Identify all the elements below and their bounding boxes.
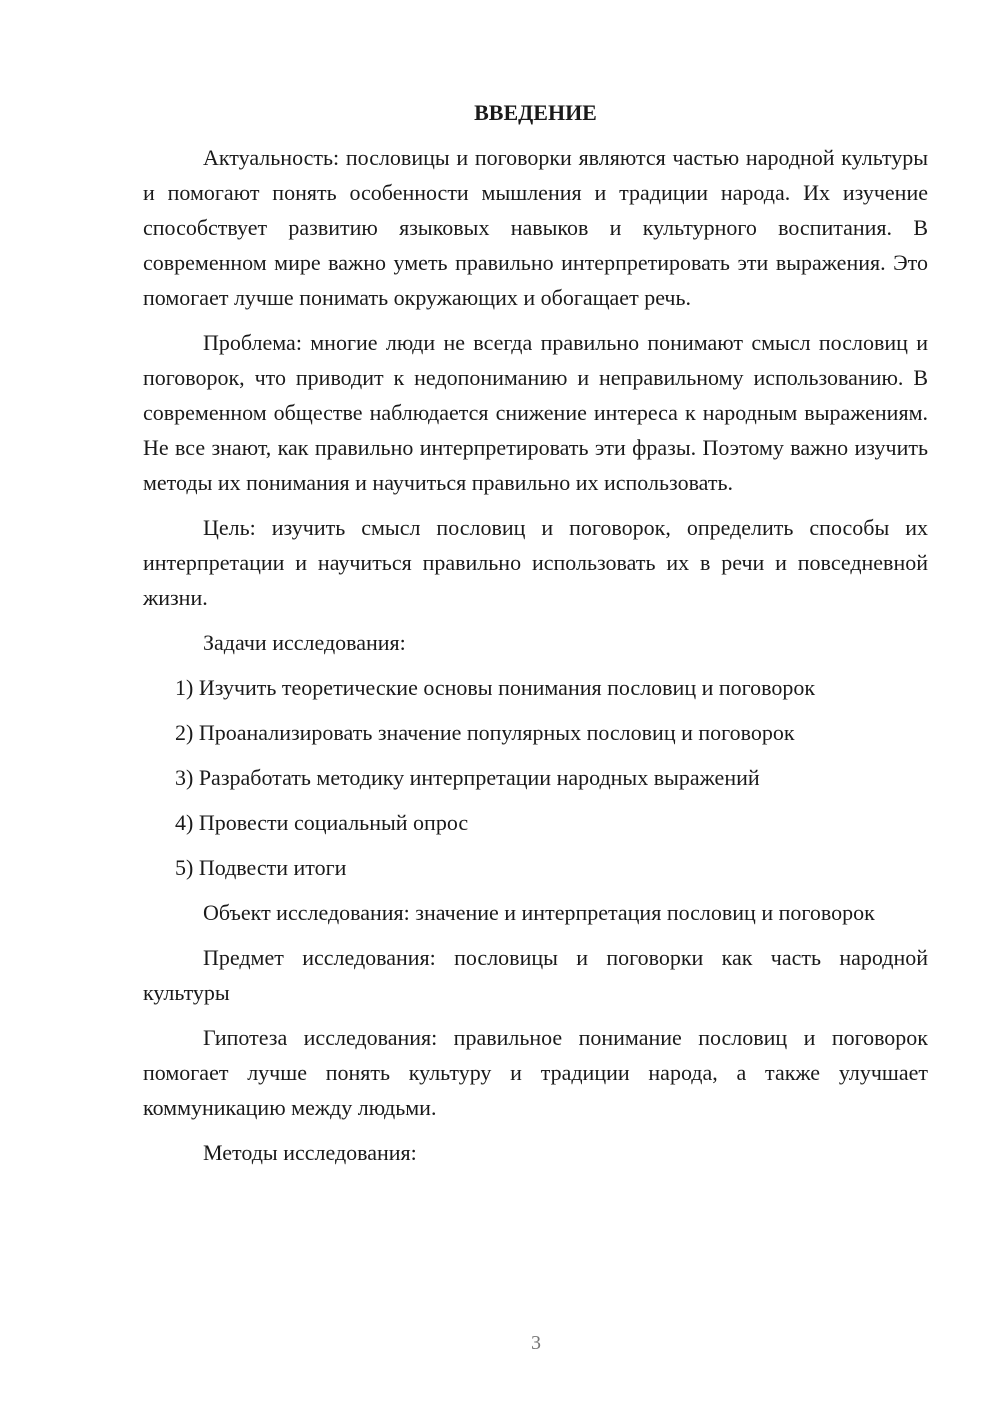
relevance-paragraph: Актуальность: пословицы и поговорки являются частью народной культуры и помогают понять особенности мышления и традиции народа. Их изучение способствует развитию языковых навыков и культурного воспитания. В современном мире важно уметь правильно интерпретировать эти выражения. Это помогает лучше понимать окружающих и обогащает речь. bbox=[143, 145, 928, 310]
subject-paragraph: Предмет исследования: пословицы и поговорки как часть народной культуры bbox=[143, 945, 928, 1005]
object-paragraph: Объект исследования: значение и интерпретация пословиц и поговорок bbox=[203, 900, 875, 925]
page-number: 3 bbox=[531, 1332, 541, 1354]
tasks-label: Задачи исследования: bbox=[203, 630, 406, 655]
page-content bbox=[143, 95, 928, 1180]
problem-paragraph: Проблема: многие люди не всегда правильно понимают смысл пословиц и поговорок, что приводит к недопониманию и неправильному использованию. В современном обществе наблюдается снижение интереса к народным выражениям. Не все знают, как правильно интерпретировать эти фразы. Поэтому важно изучить методы их понимания и научиться правильно их использовать. bbox=[143, 330, 928, 495]
hypothesis-paragraph: Гипотеза исследования: правильное понимание пословиц и поговорок помогает лучше понять культуру и традиции народа, а также улучшает коммуникацию между людьми. bbox=[143, 1025, 928, 1120]
methods-label: Методы исследования: bbox=[203, 1140, 417, 1165]
goal-paragraph: Цель: изучить смысл пословиц и поговорок, определить способы их интерпретации и научиться правильно использовать их в речи и повседневной жизни. bbox=[143, 515, 928, 610]
task-item-3: 3) Разработать методику интерпретации народных выражений bbox=[175, 765, 760, 790]
task-item-5: 5) Подвести итоги bbox=[175, 855, 347, 880]
task-item-2: 2) Проанализировать значение популярных пословиц и поговорок bbox=[175, 720, 795, 745]
task-item-1: 1) Изучить теоретические основы понимания пословиц и поговорок bbox=[175, 675, 816, 700]
task-item-4: 4) Провести социальный опрос bbox=[175, 810, 469, 835]
section-heading: ВВЕДЕНИЕ bbox=[474, 100, 597, 125]
tasks-list bbox=[143, 670, 928, 885]
